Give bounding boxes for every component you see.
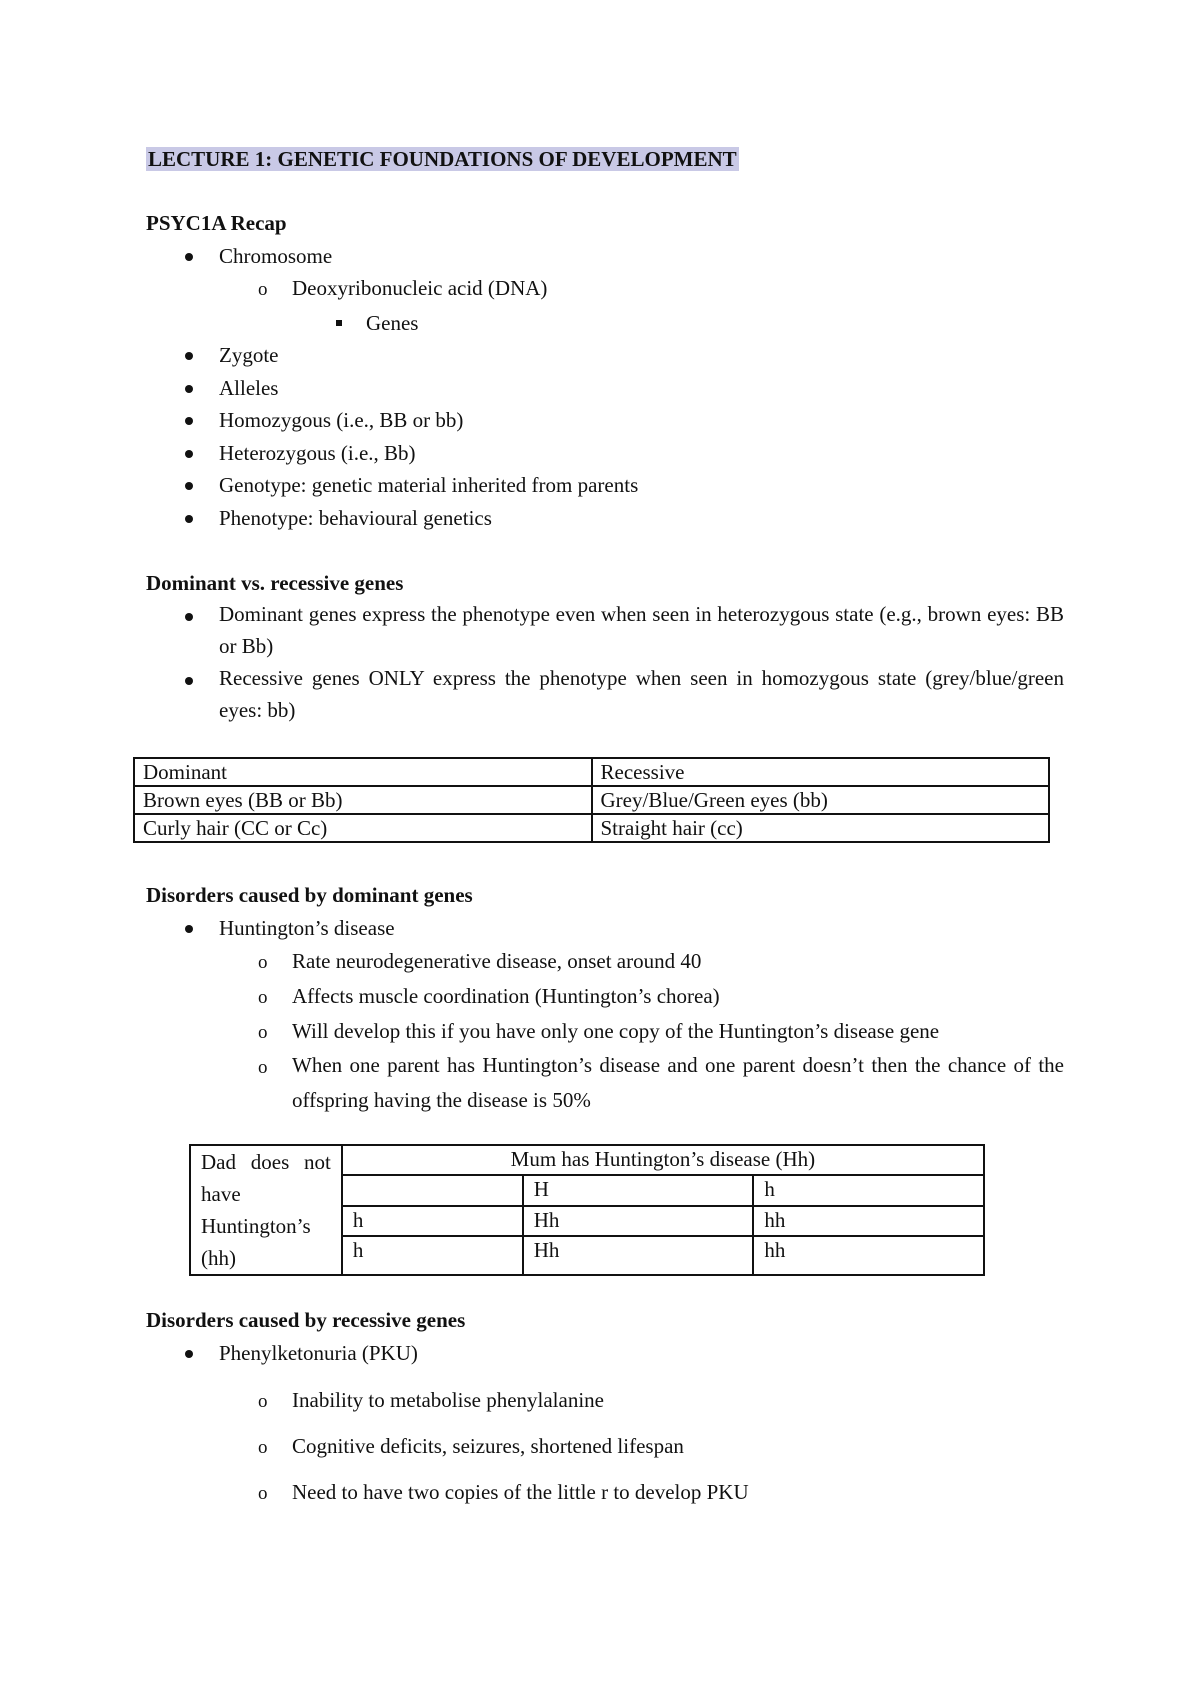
recap-item: Heterozygous (i.e., Bb) bbox=[219, 441, 416, 465]
table-cell: hh bbox=[753, 1206, 984, 1236]
dominance-bullet-recessive: Recessive genes ONLY express the phenotype when seen in homozygous state (grey/blue/green eyes: bb) bbox=[219, 666, 1064, 722]
table-row bbox=[190, 1145, 984, 1175]
table-header-cell bbox=[342, 1175, 523, 1205]
table-header-cell: h bbox=[753, 1175, 984, 1205]
square-bullet-icon bbox=[336, 320, 342, 326]
circle-bullet-icon: o bbox=[258, 952, 268, 973]
recessive-point: Cognitive deficits, seizures, shortened lifespan bbox=[292, 1434, 684, 1458]
recap-item: Alleles bbox=[219, 376, 279, 400]
recessive-disease: Phenylketonuria (PKU) bbox=[219, 1341, 418, 1365]
recessive-disorders-heading: Disorders caused by recessive genes bbox=[146, 1308, 466, 1332]
table-cell: Grey/Blue/Green eyes (bb) bbox=[592, 786, 1050, 814]
circle-bullet-icon: o bbox=[258, 1391, 268, 1412]
circle-bullet-icon: o bbox=[258, 1022, 268, 1043]
mum-label-cell: Mum has Huntington’s disease (Hh) bbox=[342, 1145, 984, 1175]
table-header-cell: Dominant bbox=[134, 758, 592, 786]
table-cell: Curly hair (CC or Cc) bbox=[134, 814, 592, 842]
bullet-icon bbox=[185, 385, 193, 393]
dominance-heading: Dominant vs. recessive genes bbox=[146, 571, 404, 595]
table-row bbox=[134, 786, 1049, 814]
bullet-icon bbox=[185, 613, 193, 621]
bullet-icon bbox=[185, 352, 193, 360]
bullet-icon bbox=[185, 515, 193, 523]
recessive-point: Inability to metabolise phenylalanine bbox=[292, 1388, 604, 1412]
recap-chromosome: Chromosome bbox=[219, 244, 333, 268]
bullet-icon bbox=[185, 450, 193, 458]
dominant-point: Affects muscle coordination (Huntington’s chorea) bbox=[292, 984, 720, 1008]
bullet-icon bbox=[185, 417, 193, 425]
recap-item: Phenotype: behavioural genetics bbox=[219, 506, 492, 530]
circle-bullet-icon: o bbox=[258, 987, 268, 1008]
recap-item: Homozygous (i.e., BB or bb) bbox=[219, 408, 464, 432]
bullet-icon bbox=[185, 1350, 193, 1358]
table-cell: Brown eyes (BB or Bb) bbox=[134, 786, 592, 814]
circle-bullet-icon: o bbox=[258, 1483, 268, 1504]
recap-heading: PSYC1A Recap bbox=[146, 211, 287, 235]
circle-bullet-icon: o bbox=[258, 1437, 268, 1458]
bullet-icon bbox=[185, 925, 193, 933]
bullet-icon bbox=[185, 253, 193, 261]
punnett-square-table bbox=[189, 1144, 985, 1276]
recap-genes: Genes bbox=[366, 311, 419, 335]
dominant-point: Rate neurodegenerative disease, onset around 40 bbox=[292, 949, 702, 973]
dad-label-cell: Dad does not have Huntington’s (hh) bbox=[190, 1145, 342, 1275]
circle-bullet-icon: o bbox=[258, 279, 268, 300]
table-cell: h bbox=[342, 1236, 523, 1275]
bullet-icon bbox=[185, 482, 193, 490]
dominant-disorders-heading: Disorders caused by dominant genes bbox=[146, 883, 473, 907]
table-cell: Hh bbox=[523, 1206, 754, 1236]
dominance-bullet-dominant: Dominant genes express the phenotype even when seen in heterozygous state (e.g., brown eyes: BB or Bb) bbox=[219, 602, 1064, 658]
recap-dna: Deoxyribonucleic acid (DNA) bbox=[292, 276, 548, 300]
circle-bullet-icon: o bbox=[258, 1057, 268, 1078]
table-row bbox=[134, 814, 1049, 842]
table-cell: Straight hair (cc) bbox=[592, 814, 1050, 842]
dominant-disease: Huntington’s disease bbox=[219, 916, 395, 940]
table-header-row bbox=[134, 758, 1049, 786]
lecture-title bbox=[146, 145, 739, 173]
bullet-icon bbox=[185, 677, 193, 685]
recap-item: Genotype: genetic material inherited from parents bbox=[219, 473, 639, 497]
recessive-point: Need to have two copies of the little r to develop PKU bbox=[292, 1480, 749, 1504]
table-cell: h bbox=[342, 1206, 523, 1236]
table-header-cell: Recessive bbox=[592, 758, 1050, 786]
dominance-table bbox=[133, 757, 1050, 843]
dominant-point: Will develop this if you have only one copy of the Huntington’s disease gene bbox=[292, 1019, 940, 1043]
table-cell: Hh bbox=[523, 1236, 754, 1275]
recap-item: Zygote bbox=[219, 343, 279, 367]
table-cell: hh bbox=[753, 1236, 984, 1275]
lecture-title-text: LECTURE 1: GENETIC FOUNDATIONS OF DEVELOPMENT bbox=[148, 147, 737, 171]
dominant-point: When one parent has Huntington’s disease and one parent doesn’t then the chance of the offspring having the disease is 50% bbox=[292, 1053, 1064, 1112]
table-header-cell: H bbox=[523, 1175, 754, 1205]
